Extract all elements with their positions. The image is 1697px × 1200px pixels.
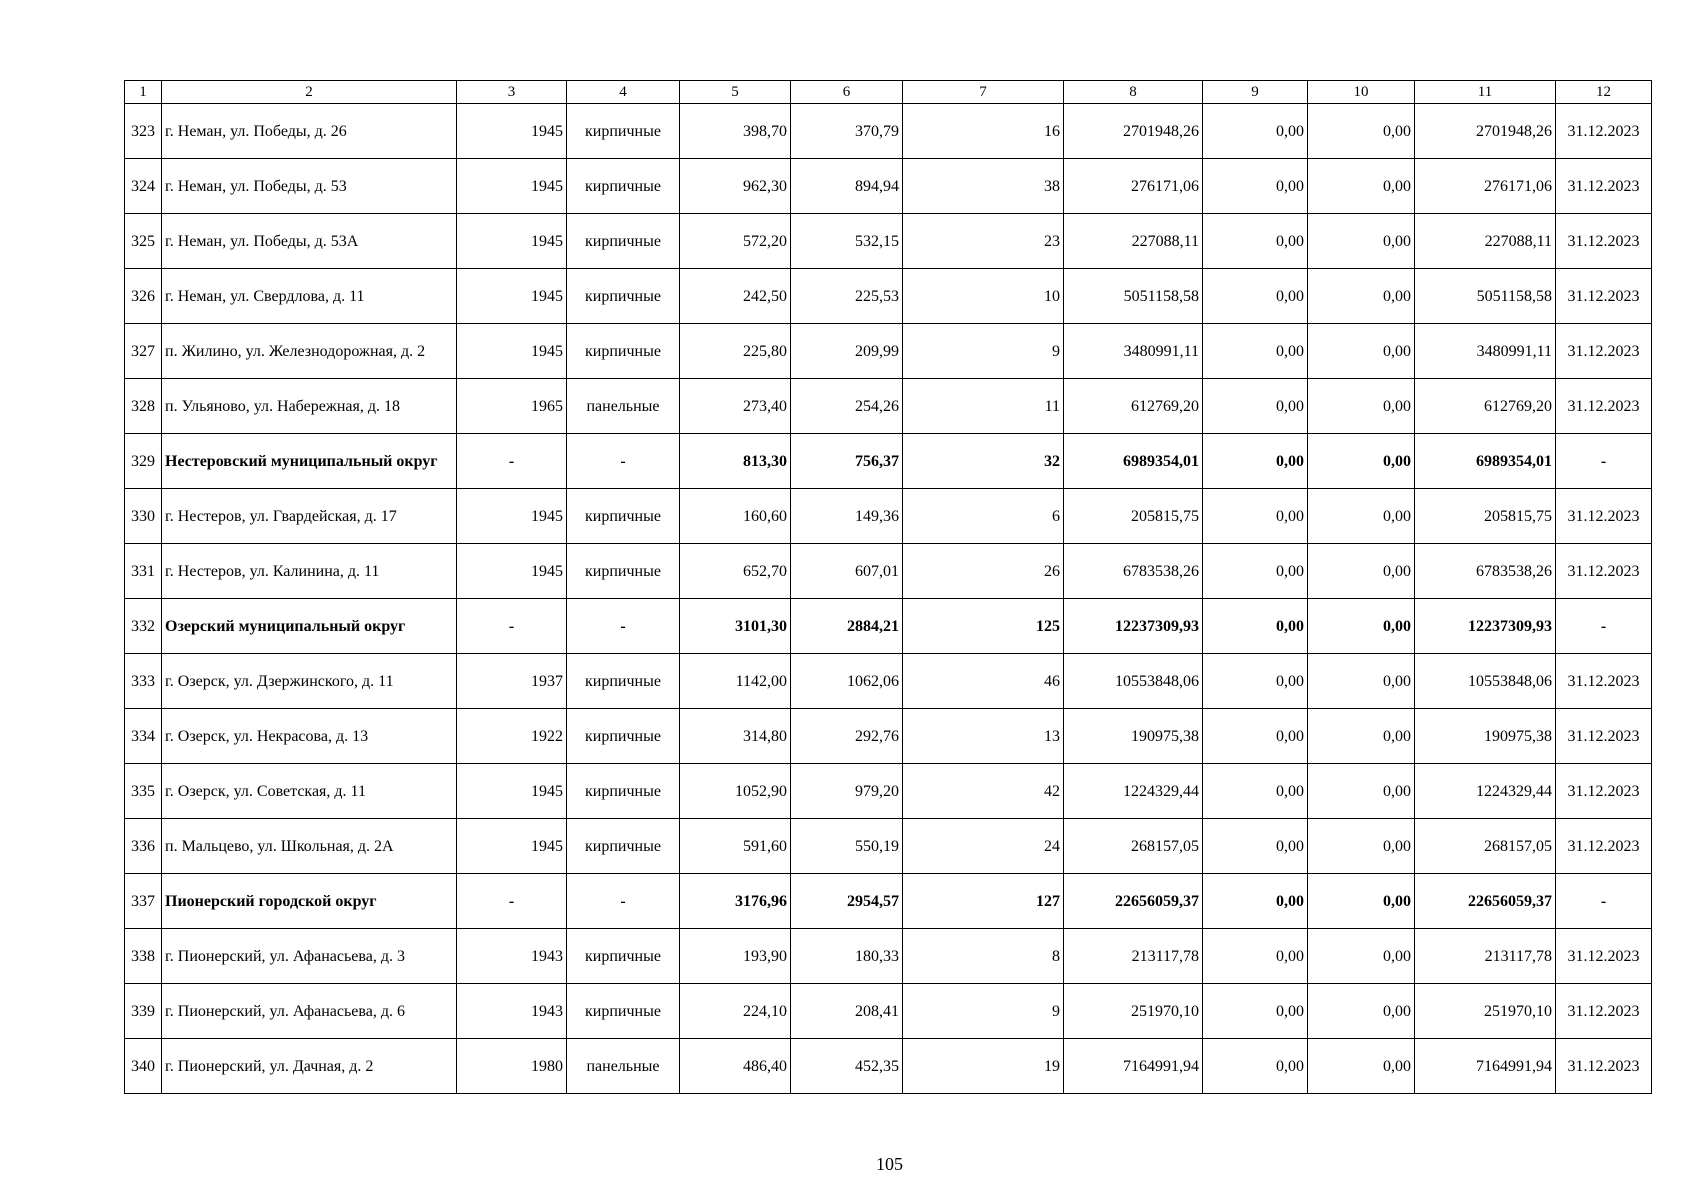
address-cell: г. Нестеров, ул. Гвардейская, д. 17 [162,489,457,544]
living-area-cell: 2954,57 [791,874,903,929]
total-area-cell: 3101,30 [680,599,791,654]
total-area-cell: 591,60 [680,819,791,874]
year-cell: 1937 [457,654,567,709]
cost-col9-cell: 0,00 [1203,819,1308,874]
table-row [125,159,1652,214]
living-area-cell: 452,35 [791,1039,903,1094]
year-cell: 1945 [457,324,567,379]
wall-material-cell: кирпичные [567,654,680,709]
cost-col9-cell: 0,00 [1203,379,1308,434]
cost-col11-cell: 6783538,26 [1415,544,1556,599]
table-row [125,764,1652,819]
wall-material-cell: кирпичные [567,819,680,874]
cost-total-cell: 2701948,26 [1064,104,1203,159]
address-cell: г. Нестеров, ул. Калинина, д. 11 [162,544,457,599]
year-cell: 1945 [457,159,567,214]
address-cell: г. Пионерский, ул. Афанасьева, д. 6 [162,984,457,1039]
address-cell: г. Пионерский, ул. Афанасьева, д. 3 [162,929,457,984]
wall-material-cell: - [567,599,680,654]
cost-col11-cell: 6989354,01 [1415,434,1556,489]
table-row [125,489,1652,544]
year-cell: 1945 [457,764,567,819]
page-number: 105 [876,1154,903,1174]
table-row-district-total [125,434,1652,489]
cost-col10-cell: 0,00 [1308,874,1415,929]
cost-total-cell: 205815,75 [1064,489,1203,544]
address-cell: г. Неман, ул. Свердлова, д. 11 [162,269,457,324]
total-area-cell: 193,90 [680,929,791,984]
cost-col11-cell: 3480991,11 [1415,324,1556,379]
date-cell: 31.12.2023 [1556,984,1652,1039]
cost-col10-cell: 0,00 [1308,434,1415,489]
cost-total-cell: 12237309,93 [1064,599,1203,654]
table-row [125,269,1652,324]
cost-col11-cell: 190975,38 [1415,709,1556,764]
cost-col10-cell: 0,00 [1308,764,1415,819]
year-cell: 1945 [457,489,567,544]
cost-col9-cell: 0,00 [1203,214,1308,269]
table-header-row [125,81,1652,104]
date-cell: 31.12.2023 [1556,324,1652,379]
residents-cell: 19 [903,1039,1064,1094]
cost-total-cell: 612769,20 [1064,379,1203,434]
cost-col10-cell: 0,00 [1308,984,1415,1039]
table-row [125,654,1652,709]
cost-col9-cell: 0,00 [1203,709,1308,764]
wall-material-cell: кирпичные [567,929,680,984]
living-area-cell: 149,36 [791,489,903,544]
residents-cell: 32 [903,434,1064,489]
row-number: 331 [125,544,162,599]
column-header: 7 [903,81,1064,104]
row-number: 333 [125,654,162,709]
row-number: 327 [125,324,162,379]
total-area-cell: 486,40 [680,1039,791,1094]
residents-cell: 26 [903,544,1064,599]
date-cell: - [1556,599,1652,654]
date-cell: 31.12.2023 [1556,1039,1652,1094]
living-area-cell: 979,20 [791,764,903,819]
cost-col11-cell: 2701948,26 [1415,104,1556,159]
cost-col11-cell: 251970,10 [1415,984,1556,1039]
column-header: 2 [162,81,457,104]
year-cell: 1945 [457,214,567,269]
living-area-cell: 1062,06 [791,654,903,709]
address-cell: Пионерский городской округ [162,874,457,929]
row-number: 328 [125,379,162,434]
table-row [125,214,1652,269]
total-area-cell: 652,70 [680,544,791,599]
column-header: 1 [125,81,162,104]
date-cell: 31.12.2023 [1556,709,1652,764]
table-row-district-total [125,599,1652,654]
table-row [125,819,1652,874]
cost-total-cell: 6783538,26 [1064,544,1203,599]
wall-material-cell: кирпичные [567,269,680,324]
year-cell: 1945 [457,544,567,599]
date-cell: 31.12.2023 [1556,489,1652,544]
total-area-cell: 572,20 [680,214,791,269]
year-cell: 1980 [457,1039,567,1094]
wall-material-cell: кирпичные [567,709,680,764]
row-number: 330 [125,489,162,544]
table-row [125,544,1652,599]
cost-col9-cell: 0,00 [1203,434,1308,489]
cost-col10-cell: 0,00 [1308,929,1415,984]
cost-col9-cell: 0,00 [1203,929,1308,984]
date-cell: 31.12.2023 [1556,214,1652,269]
table-row [125,709,1652,764]
column-header: 12 [1556,81,1652,104]
date-cell: 31.12.2023 [1556,764,1652,819]
date-cell: 31.12.2023 [1556,544,1652,599]
column-header: 10 [1308,81,1415,104]
cost-col10-cell: 0,00 [1308,1039,1415,1094]
living-area-cell: 894,94 [791,159,903,214]
wall-material-cell: кирпичные [567,764,680,819]
cost-col11-cell: 1224329,44 [1415,764,1556,819]
cost-col10-cell: 0,00 [1308,159,1415,214]
total-area-cell: 273,40 [680,379,791,434]
residents-cell: 9 [903,984,1064,1039]
address-cell: г. Неман, ул. Победы, д. 53 [162,159,457,214]
residents-cell: 23 [903,214,1064,269]
table-row [125,929,1652,984]
year-cell: 1945 [457,819,567,874]
cost-col11-cell: 12237309,93 [1415,599,1556,654]
living-area-cell: 180,33 [791,929,903,984]
cost-total-cell: 268157,05 [1064,819,1203,874]
living-area-cell: 550,19 [791,819,903,874]
cost-col9-cell: 0,00 [1203,984,1308,1039]
cost-col10-cell: 0,00 [1308,104,1415,159]
cost-col10-cell: 0,00 [1308,544,1415,599]
total-area-cell: 242,50 [680,269,791,324]
living-area-cell: 292,76 [791,709,903,764]
address-cell: п. Ульяново, ул. Набережная, д. 18 [162,379,457,434]
total-area-cell: 398,70 [680,104,791,159]
cost-total-cell: 190975,38 [1064,709,1203,764]
residents-cell: 8 [903,929,1064,984]
cost-col11-cell: 213117,78 [1415,929,1556,984]
residents-cell: 24 [903,819,1064,874]
living-area-cell: 756,37 [791,434,903,489]
wall-material-cell: кирпичные [567,324,680,379]
row-number: 323 [125,104,162,159]
address-cell: Нестеровский муниципальный округ [162,434,457,489]
residents-cell: 38 [903,159,1064,214]
residents-cell: 46 [903,654,1064,709]
year-cell: 1965 [457,379,567,434]
date-cell: 31.12.2023 [1556,269,1652,324]
living-area-cell: 532,15 [791,214,903,269]
wall-material-cell: кирпичные [567,214,680,269]
cost-col9-cell: 0,00 [1203,874,1308,929]
cost-col9-cell: 0,00 [1203,269,1308,324]
total-area-cell: 3176,96 [680,874,791,929]
column-header: 3 [457,81,567,104]
year-cell: 1943 [457,984,567,1039]
cost-total-cell: 276171,06 [1064,159,1203,214]
address-cell: г. Озерск, ул. Советская, д. 11 [162,764,457,819]
address-cell: г. Озерск, ул. Некрасова, д. 13 [162,709,457,764]
date-cell: - [1556,434,1652,489]
cost-total-cell: 10553848,06 [1064,654,1203,709]
total-area-cell: 224,10 [680,984,791,1039]
living-area-cell: 209,99 [791,324,903,379]
living-area-cell: 225,53 [791,269,903,324]
row-number: 337 [125,874,162,929]
wall-material-cell: кирпичные [567,159,680,214]
row-number: 338 [125,929,162,984]
cost-col10-cell: 0,00 [1308,269,1415,324]
date-cell: 31.12.2023 [1556,819,1652,874]
total-area-cell: 160,60 [680,489,791,544]
residents-cell: 9 [903,324,1064,379]
cost-col10-cell: 0,00 [1308,709,1415,764]
row-number: 335 [125,764,162,819]
column-header: 4 [567,81,680,104]
cost-col10-cell: 0,00 [1308,599,1415,654]
cost-total-cell: 3480991,11 [1064,324,1203,379]
row-number: 326 [125,269,162,324]
year-cell: 1945 [457,104,567,159]
row-number: 325 [125,214,162,269]
cost-col10-cell: 0,00 [1308,819,1415,874]
residents-cell: 13 [903,709,1064,764]
cost-col11-cell: 227088,11 [1415,214,1556,269]
wall-material-cell: панельные [567,379,680,434]
total-area-cell: 1142,00 [680,654,791,709]
table-row-district-total [125,874,1652,929]
address-cell: г. Неман, ул. Победы, д. 53А [162,214,457,269]
residents-cell: 16 [903,104,1064,159]
cost-col11-cell: 10553848,06 [1415,654,1556,709]
cost-col10-cell: 0,00 [1308,379,1415,434]
cost-col9-cell: 0,00 [1203,1039,1308,1094]
year-cell: 1945 [457,269,567,324]
cost-col10-cell: 0,00 [1308,489,1415,544]
living-area-cell: 370,79 [791,104,903,159]
living-area-cell: 2884,21 [791,599,903,654]
address-cell: п. Мальцево, ул. Школьная, д. 2А [162,819,457,874]
cost-total-cell: 6989354,01 [1064,434,1203,489]
row-number: 334 [125,709,162,764]
cost-col9-cell: 0,00 [1203,489,1308,544]
cost-col10-cell: 0,00 [1308,214,1415,269]
cost-col11-cell: 276171,06 [1415,159,1556,214]
column-header: 8 [1064,81,1203,104]
wall-material-cell: - [567,434,680,489]
residents-cell: 42 [903,764,1064,819]
table-row [125,984,1652,1039]
wall-material-cell: панельные [567,1039,680,1094]
address-cell: г. Озерск, ул. Дзержинского, д. 11 [162,654,457,709]
living-area-cell: 607,01 [791,544,903,599]
total-area-cell: 813,30 [680,434,791,489]
cost-total-cell: 251970,10 [1064,984,1203,1039]
cost-col9-cell: 0,00 [1203,599,1308,654]
cost-total-cell: 1224329,44 [1064,764,1203,819]
cost-col9-cell: 0,00 [1203,764,1308,819]
cost-col11-cell: 205815,75 [1415,489,1556,544]
year-cell: - [457,599,567,654]
residents-cell: 11 [903,379,1064,434]
cost-col11-cell: 5051158,58 [1415,269,1556,324]
column-header: 9 [1203,81,1308,104]
cost-col10-cell: 0,00 [1308,654,1415,709]
residents-cell: 10 [903,269,1064,324]
cost-total-cell: 213117,78 [1064,929,1203,984]
date-cell: 31.12.2023 [1556,654,1652,709]
year-cell: - [457,874,567,929]
cost-col9-cell: 0,00 [1203,654,1308,709]
address-cell: Озерский муниципальный округ [162,599,457,654]
cost-col11-cell: 7164991,94 [1415,1039,1556,1094]
total-area-cell: 225,80 [680,324,791,379]
row-number: 336 [125,819,162,874]
total-area-cell: 1052,90 [680,764,791,819]
date-cell: 31.12.2023 [1556,379,1652,434]
table-body [125,104,1652,1094]
date-cell: 31.12.2023 [1556,104,1652,159]
table-row [125,104,1652,159]
date-cell: 31.12.2023 [1556,929,1652,984]
year-cell: 1943 [457,929,567,984]
total-area-cell: 314,80 [680,709,791,764]
cost-col11-cell: 268157,05 [1415,819,1556,874]
cost-total-cell: 227088,11 [1064,214,1203,269]
wall-material-cell: кирпичные [567,984,680,1039]
cost-col9-cell: 0,00 [1203,159,1308,214]
date-cell: 31.12.2023 [1556,159,1652,214]
cost-col11-cell: 22656059,37 [1415,874,1556,929]
row-number: 339 [125,984,162,1039]
residents-cell: 6 [903,489,1064,544]
table-row [125,324,1652,379]
row-number: 340 [125,1039,162,1094]
residents-cell: 125 [903,599,1064,654]
address-cell: г. Неман, ул. Победы, д. 26 [162,104,457,159]
address-cell: п. Жилино, ул. Железнодорожная, д. 2 [162,324,457,379]
row-number: 324 [125,159,162,214]
cost-col9-cell: 0,00 [1203,104,1308,159]
column-header: 11 [1415,81,1556,104]
wall-material-cell: кирпичные [567,489,680,544]
wall-material-cell: - [567,874,680,929]
living-area-cell: 208,41 [791,984,903,1039]
cost-total-cell: 7164991,94 [1064,1039,1203,1094]
address-cell: г. Пионерский, ул. Дачная, д. 2 [162,1039,457,1094]
year-cell: - [457,434,567,489]
row-number: 329 [125,434,162,489]
row-number: 332 [125,599,162,654]
residents-cell: 127 [903,874,1064,929]
wall-material-cell: кирпичные [567,104,680,159]
cost-total-cell: 22656059,37 [1064,874,1203,929]
cost-total-cell: 5051158,58 [1064,269,1203,324]
cost-col9-cell: 0,00 [1203,544,1308,599]
wall-material-cell: кирпичные [567,544,680,599]
total-area-cell: 962,30 [680,159,791,214]
column-header: 6 [791,81,903,104]
cost-col11-cell: 612769,20 [1415,379,1556,434]
living-area-cell: 254,26 [791,379,903,434]
table-row [125,379,1652,434]
cost-col10-cell: 0,00 [1308,324,1415,379]
column-header: 5 [680,81,791,104]
date-cell: - [1556,874,1652,929]
cost-col9-cell: 0,00 [1203,324,1308,379]
table-row [125,1039,1652,1094]
year-cell: 1922 [457,709,567,764]
data-table [124,80,1652,1094]
